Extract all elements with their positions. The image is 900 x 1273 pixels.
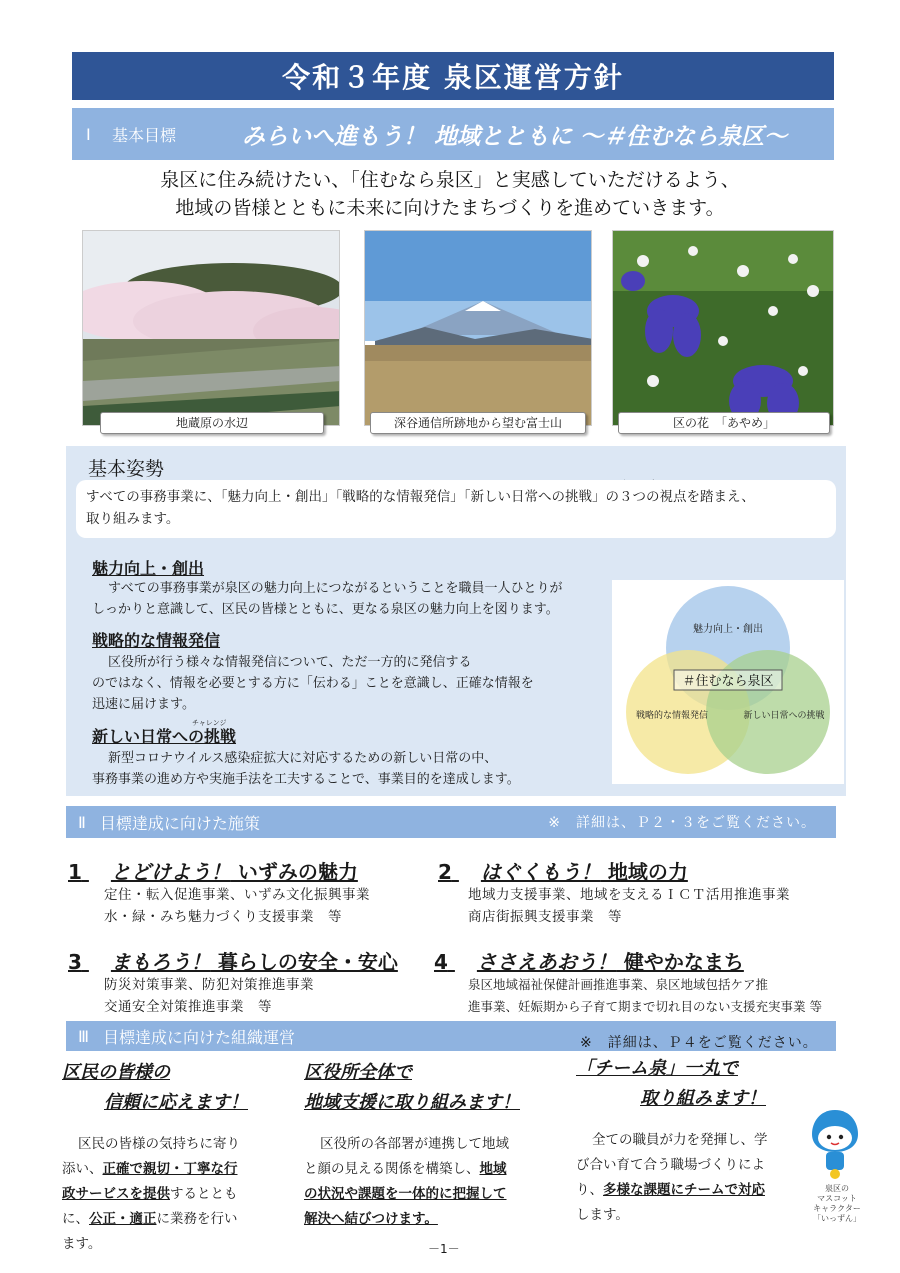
section-3-number: Ⅲ (78, 1026, 90, 1046)
section-1-slogan: みらいへ進もう！ 地域とともに ～＃住むなら泉区～ (242, 123, 788, 150)
measure-4-line-1: 泉区地域福祉保健計画推進事業、泉区地域包括ケア推 (468, 977, 769, 992)
venn-label-right: 新しい日常への挑戦 (743, 711, 825, 721)
org-column-3 (576, 1054, 802, 1228)
org-3-text: します。 (576, 1207, 629, 1223)
org-column-2 (304, 1058, 554, 1232)
org-2-body (304, 1132, 554, 1232)
mascot-caption-line: 泉区の (825, 1184, 849, 1193)
section-3-note: ※ 詳細は、Ｐ４をご覧ください。 (580, 1035, 818, 1051)
venn-diagram (612, 580, 844, 784)
org-2-head-line-2: 地域支援に取り組みます！ (304, 1092, 520, 1113)
pillar-3-line-2: 事務事業の進め方や実施手法を工夫することで、事業目的を達成します。 (92, 772, 520, 787)
measure-3-emphasis: まもろう！ (110, 950, 211, 974)
org-1-body (62, 1132, 282, 1257)
section-2-header (66, 806, 836, 838)
org-3-text: び合い育て合う職場づくりによ (576, 1157, 765, 1173)
measure-2-number: 2 (438, 860, 452, 884)
measure-4-heading (434, 946, 744, 975)
org-3-emph: 多様な課題にチームで対応 (603, 1182, 765, 1198)
measure-1-body (104, 884, 370, 928)
venn-label-left: 戦略的な情報発信 (635, 711, 709, 721)
measure-1-number: 1 (68, 860, 82, 884)
measure-2-body (468, 884, 790, 928)
org-3-head-line-1: 「チーム泉」一丸で (576, 1058, 738, 1079)
org-1-head-line-1: 区民の皆様の (62, 1062, 170, 1083)
pillar-title-3: 新しい日常への挑戦 (92, 727, 237, 746)
org-1-body-line-1: 区民の皆様の気持ちに寄り (78, 1136, 240, 1152)
org-2-text: 区役所の各部署が連携して地域 (320, 1136, 509, 1152)
org-2-text: と顔の見える関係を構築し、 (304, 1161, 480, 1177)
mascot-caption (804, 1184, 870, 1224)
photo-fuji (364, 230, 592, 426)
pillar-2-line-2: のではなく、情報を必要とする方に「伝わる」ことを意識し、正確な情報を (92, 676, 534, 691)
mascot-caption-line: 「いっずん」 (813, 1214, 861, 1223)
org-1-emph: 正確で親切・丁寧な行 (102, 1161, 238, 1177)
measure-3-line-2: 交通安全対策推進事業 等 (104, 999, 272, 1015)
mascot-image (804, 1106, 866, 1182)
venn-label-center: ＃住むなら泉区 (682, 674, 774, 689)
org-2-head-line-1: 区役所全体で (304, 1062, 412, 1083)
org-3-text: 全ての職員が力を発揮し、学 (592, 1132, 768, 1148)
measure-1-rest: いずみの魅力 (230, 860, 358, 884)
photo-iris (612, 230, 834, 426)
org-2-emph: 解決へ結びつけます。 (304, 1211, 438, 1227)
section-1-label: 基本目標 (112, 125, 177, 145)
photo-caption-2: 深谷通信所跡地から望む富士山 (370, 412, 586, 434)
stance-text-line-2: 取り組みます。 (86, 511, 180, 527)
measure-2-rest: 地域の力 (600, 860, 688, 884)
org-1-text: 添い、 (62, 1161, 103, 1177)
org-2-emph: 地域 (479, 1161, 507, 1177)
org-3-body (576, 1128, 802, 1228)
intro-line-2: 地域の皆様とともに未来に向けたまちづくりを進めていきます。 (175, 197, 725, 219)
measure-2-line-2: 商店街振興支援事業 等 (468, 909, 622, 925)
stance-heading: 基本姿勢 (88, 458, 165, 480)
measure-4-rest: 健やかなまち (616, 950, 744, 974)
section-1-number: Ⅰ (86, 124, 91, 144)
pillar-body-1 (92, 578, 612, 620)
photo-caption-1: 地蔵原の水辺 (100, 412, 324, 434)
pillar-2-line-1: 区役所が行う様々な情報発信について、ただ一方的に発信する (108, 655, 472, 670)
pillar-body-2 (92, 652, 612, 715)
org-1-emph: 公正・適正 (89, 1211, 157, 1227)
measure-2-line-1: 地域力支援事業、地域を支えるＩＣＴ活用推進事業 (468, 887, 790, 903)
stance-text-box (76, 480, 836, 538)
measure-3-body (104, 974, 314, 1018)
intro-text (80, 166, 820, 222)
section-2-note: ※ 詳細は、Ｐ２・３をご覧ください。 (548, 815, 816, 831)
org-column-1 (62, 1058, 282, 1257)
section-2-number: Ⅱ (78, 812, 86, 832)
measure-4-number: 4 (434, 950, 448, 974)
measure-1-line-1: 定住・転入促進事業、いずみ文化振興事業 (104, 887, 370, 903)
pillar-2-line-3: 迅速に届けます。 (92, 697, 195, 712)
org-1-text: に、 (62, 1211, 89, 1227)
section-1-header (72, 108, 834, 160)
measure-1-emphasis: とどけよう！ (110, 860, 231, 884)
org-3-text: り、 (576, 1182, 603, 1198)
org-1-head-line-2: 信頼に応えます！ (104, 1092, 248, 1113)
org-1-emph: 政サービスを提供 (62, 1186, 170, 1202)
section-3-label: 目標達成に向けた組織運営 (103, 1027, 296, 1047)
pillar-1-line-1: すべての事務事業が泉区の魅力向上につながるということを職員一人ひとりが (108, 581, 563, 596)
measure-2-heading (438, 856, 688, 885)
measure-2-emphasis: はぐくもう！ (480, 860, 601, 884)
pillar-3-ruby: チャレンジ (192, 719, 227, 727)
measure-4-body (468, 974, 822, 1018)
org-2-emph: の状況や課題を一体的に把握して (304, 1186, 507, 1202)
measure-4-line-2: 進事業、妊娠期から子育て期まで切れ目のない支援充実事業 等 (468, 999, 822, 1014)
org-1-text: に業務を行い (156, 1211, 238, 1227)
org-1-text: するととも (170, 1186, 238, 1202)
intro-line-1: 泉区に住み続けたい、「住むなら泉区」と実感していただけるよう、 (160, 169, 740, 191)
measure-3-line-1: 防災対策事業、防犯対策推進事業 (104, 977, 314, 993)
pillar-body-3 (92, 748, 612, 790)
stance-text-line-1: すべての事務事業に、「魅力向上・創出」「戦略的な情報発信」「新しい日常への挑戦」の３つの視点を踏まえ、 (86, 489, 755, 505)
mascot-caption-line: マスコット (817, 1194, 857, 1203)
page-title: 令和３年度 泉区運営方針 (72, 52, 834, 100)
venn-label-top: 魅力向上・創出 (693, 624, 763, 635)
measure-3-number: 3 (68, 950, 82, 974)
photo-caption-3: 区の花 「あやめ」 (618, 412, 830, 434)
measure-4-emphasis: ささえあおう！ (476, 950, 617, 974)
pillar-title-1: 魅力向上・創出 (92, 559, 205, 578)
measure-3-heading (68, 946, 398, 975)
pillar-title-2: 戦略的な情報発信 (92, 631, 221, 650)
page-number: －1－ (428, 1242, 460, 1256)
section-2-label: 目標達成に向けた施策 (99, 813, 260, 833)
org-3-head-line-2: 取り組みます！ (640, 1088, 766, 1109)
photo-jizohara (82, 230, 340, 426)
pillar-1-line-2: しっかりと意識して、区民の皆様とともに、更なる泉区の魅力向上を図ります。 (92, 602, 559, 617)
org-1-text: ます。 (62, 1236, 102, 1252)
measure-3-rest: 暮らしの安全・安心 (210, 950, 398, 974)
measure-1-heading (68, 856, 358, 885)
mascot-caption-line: キャラクター (813, 1204, 861, 1213)
pillar-3-line-1: 新型コロナウイルス感染症拡大に対応するための新しい日常の中、 (108, 751, 498, 766)
measure-1-line-2: 水・緑・みち魅力づくり支援事業 等 (104, 909, 342, 925)
